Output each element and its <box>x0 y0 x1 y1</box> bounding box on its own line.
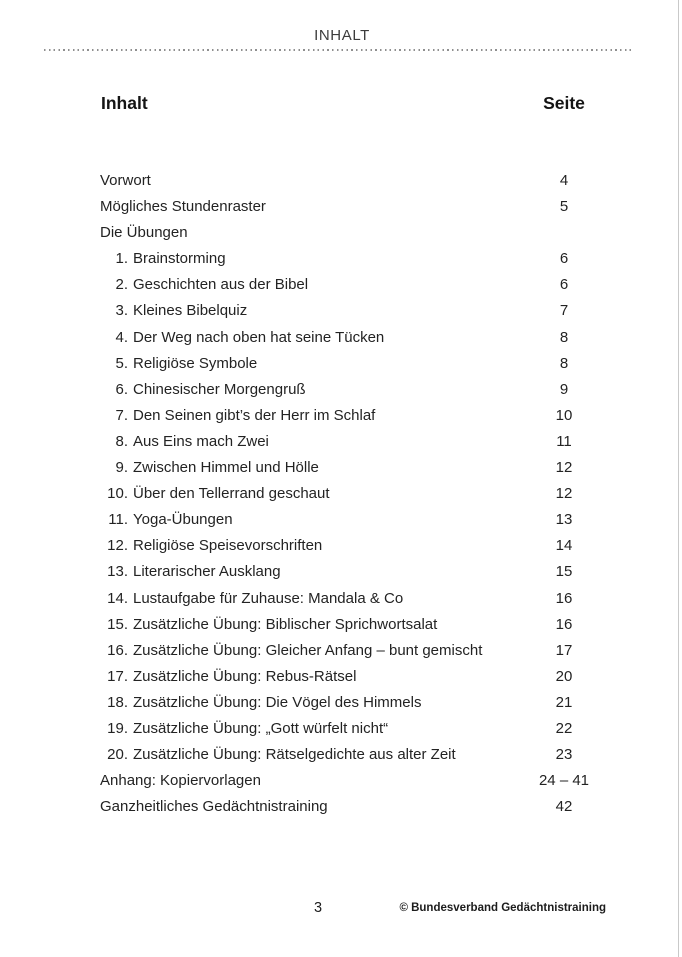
toc-entry-label: Kleines Bibelquiz <box>133 302 248 320</box>
toc-entry-label: Mögliches Stundenraster <box>100 198 266 216</box>
toc-entry-label: Zusätzliche Übung: Gleicher Anfang – bunt gemischt <box>133 641 483 659</box>
toc-entry-page: 22 <box>555 719 573 737</box>
dotted-rule <box>44 49 632 51</box>
toc-entry-number: 13. <box>107 563 128 581</box>
toc-entry-label: Brainstorming <box>133 250 226 268</box>
toc-row <box>0 533 682 559</box>
toc-entry-label: Yoga-Übungen <box>133 511 233 529</box>
toc-row <box>0 664 682 690</box>
toc-row <box>0 612 682 638</box>
footer-page-number: 3 <box>313 900 323 916</box>
toc-row <box>0 559 682 585</box>
toc-entry-label: Geschichten aus der Bibel <box>133 276 309 294</box>
toc-row <box>0 429 682 455</box>
toc-entry-number: 6. <box>115 380 128 398</box>
toc-entry-label: Religiöse Speisevorschriften <box>133 537 323 555</box>
toc-entry-number: 1. <box>115 250 128 268</box>
toc-list <box>0 168 682 820</box>
page-right-edge <box>678 0 679 957</box>
toc-entry-number: 11. <box>108 511 128 529</box>
toc-entry-page: 7 <box>559 302 569 320</box>
toc-row <box>0 377 682 403</box>
toc-entry-page: 20 <box>555 667 573 685</box>
toc-entry-label: Über den Tellerrand geschaut <box>133 485 330 503</box>
toc-entry-page: 6 <box>559 250 569 268</box>
toc-entry-page: 9 <box>559 380 569 398</box>
toc-entry-label: Lustaufgabe für Zuhause: Mandala & Co <box>133 589 404 607</box>
toc-row <box>0 194 682 220</box>
toc-entry-number: 10. <box>107 485 128 503</box>
toc-row <box>0 507 682 533</box>
toc-entry-label: Zusätzliche Übung: Rebus-Rätsel <box>133 667 357 685</box>
toc-entry-page: 13 <box>555 511 573 529</box>
toc-entry-page: 12 <box>555 459 573 477</box>
toc-entry-page: 8 <box>559 328 569 346</box>
toc-entry-number: 18. <box>107 693 128 711</box>
toc-row <box>0 586 682 612</box>
toc-entry-page: 42 <box>555 798 573 816</box>
toc-row <box>0 455 682 481</box>
toc-entry-label: Anhang: Kopiervorlagen <box>100 772 261 790</box>
toc-row <box>0 246 682 272</box>
toc-entry-page: 16 <box>555 615 573 633</box>
toc-entry-page: 5 <box>559 198 569 216</box>
toc-entry-label: Zusätzliche Übung: Die Vögel des Himmels <box>133 693 422 711</box>
toc-entry-number: 9. <box>115 459 128 477</box>
toc-entry-label: Den Seinen gibt’s der Herr im Schlaf <box>133 406 376 424</box>
footer-copyright: © Bundesverband Gedächtnistraining <box>399 902 606 914</box>
toc-row <box>0 690 682 716</box>
toc-row <box>0 794 682 820</box>
toc-entry-number: 5. <box>115 354 128 372</box>
toc-entry-label: Literarischer Ausklang <box>133 563 281 581</box>
toc-entry-number: 7. <box>115 406 128 424</box>
toc-entry-number: 15. <box>107 615 128 633</box>
toc-row <box>0 168 682 194</box>
toc-entry-number: 19. <box>107 719 128 737</box>
toc-entry-label: Vorwort <box>100 172 151 189</box>
toc-column-header-inhalt: Inhalt <box>101 93 148 113</box>
toc-entry-page: 4 <box>559 172 569 189</box>
toc-entry-number: 4. <box>115 328 128 346</box>
toc-row <box>0 351 682 377</box>
toc-entry-label: Zusätzliche Übung: Biblischer Sprichwortsalat <box>133 615 438 633</box>
toc-entry-label: Chinesischer Morgengruß <box>133 380 306 398</box>
toc-row <box>0 298 682 324</box>
toc-row <box>0 272 682 298</box>
toc-entry-page: 11 <box>556 432 572 450</box>
toc-entry-label: Die Übungen <box>100 224 188 242</box>
toc-entry-label: Aus Eins mach Zwei <box>133 432 269 450</box>
toc-entry-page: 14 <box>555 537 573 555</box>
toc-row <box>0 220 682 246</box>
running-header: INHALT <box>314 27 370 44</box>
toc-entry-page: 23 <box>555 746 573 764</box>
toc-entry-number: 20. <box>107 746 128 764</box>
toc-entry-page: 21 <box>555 693 573 711</box>
toc-entry-number: 16. <box>107 641 128 659</box>
toc-entry-label: Zusätzliche Übung: Rätselgedichte aus alter Zeit <box>133 746 456 764</box>
toc-entry-label: Zusätzliche Übung: „Gott würfelt nicht“ <box>133 719 389 737</box>
toc-entry-page: 24 – 41 <box>538 772 590 790</box>
toc-row <box>0 638 682 664</box>
toc-entry-page: 8 <box>559 354 569 372</box>
toc-entry-number: 2. <box>115 276 128 294</box>
toc-entry-page: 6 <box>559 276 569 294</box>
toc-entry-number: 17. <box>107 667 128 685</box>
toc-column-header-seite: Seite <box>543 93 585 113</box>
toc-row <box>0 481 682 507</box>
toc-entry-number: 12. <box>107 537 128 555</box>
toc-entry-number: 3. <box>115 302 128 320</box>
toc-entry-label: Zwischen Himmel und Hölle <box>133 459 319 477</box>
toc-row <box>0 325 682 351</box>
toc-entry-number: 8. <box>115 432 128 450</box>
toc-entry-label: Religiöse Symbole <box>133 354 258 372</box>
toc-entry-number: 14. <box>107 589 128 607</box>
toc-row <box>0 716 682 742</box>
toc-entry-label: Ganzheitliches Gedächtnistraining <box>100 798 328 816</box>
toc-entry-page: 15 <box>555 563 573 581</box>
toc-entry-page: 17 <box>555 641 573 659</box>
toc-entry-label: Der Weg nach oben hat seine Tücken <box>133 328 385 346</box>
toc-entry-page: 12 <box>555 485 573 503</box>
toc-entry-page: 16 <box>555 589 573 607</box>
toc-row <box>0 768 682 794</box>
toc-row <box>0 403 682 429</box>
toc-row <box>0 742 682 768</box>
toc-entry-page: 10 <box>555 406 573 424</box>
